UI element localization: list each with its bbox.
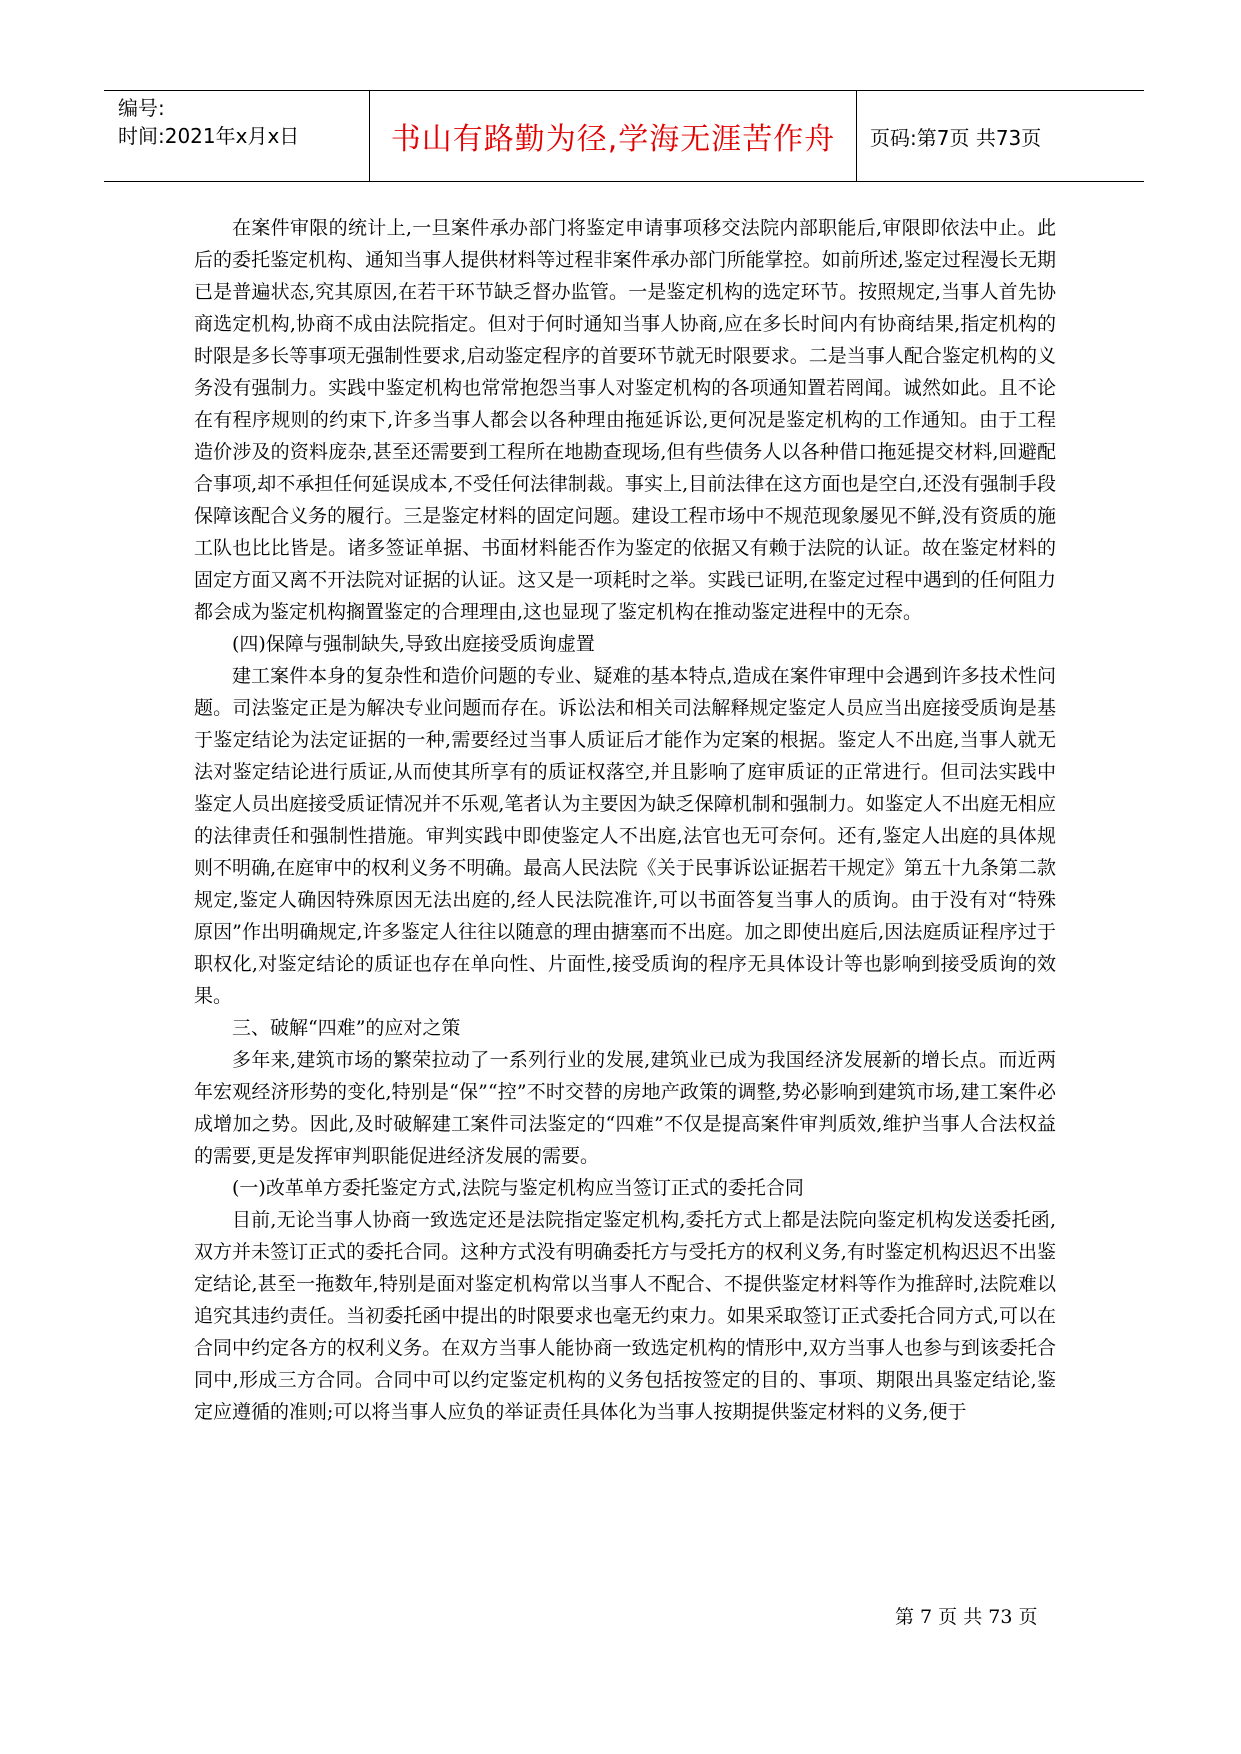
page-header: [104, 90, 1144, 182]
section-heading: 三、破解“四难”的应对之策: [232, 1017, 461, 1039]
document-body: [194, 212, 1056, 1428]
body-paragraph: 多年来,建筑市场的繁荣拉动了一系列行业的发展,建筑业已成为我国经济发展新的增长点。而近两年宏观经济形势的变化,特别是“保”“控”不时交替的房地产政策的调整,势必影响到建筑市场,建工案件必成增加之势。因此,及时破解建工案件司法鉴定的“四难”不仅是提高案件审判质效,维护当事人合法权益的需要,更是发挥审判职能促进经济发展的需要。: [194, 1049, 1056, 1167]
section-heading: (四)保障与强制缺失,导致出庭接受质询虚置: [232, 633, 595, 655]
page-footer: 第 7 页 共 73 页: [895, 1606, 1038, 1628]
header-page-info: 页码:第7页 共73页: [870, 126, 1042, 150]
body-paragraph: 在案件审限的统计上,一旦案件承办部门将鉴定申请事项移交法院内部职能后,审限即依法中止。此后的委托鉴定机构、通知当事人提供材料等过程非案件承办部门所能掌控。如前所述,鉴定过程漫长无期已是普遍状态,究其原因,在若干环节缺乏督办监管。一是鉴定机构的选定环节。按照规定,当事人首先协商选定机构,协商不成由法院指定。但对于何时通知当事人协商,应在多长时间内有协商结果,指定机构的时限是多长等事项无强制性要求,启动鉴定程序的首要环节就无时限要求。二是当事人配合鉴定机构的义务没有强制力。实践中鉴定机构也常常抱怨当事人对鉴定机构的各项通知置若罔闻。诚然如此。且不论在有程序规则的约束下,许多当事人都会以各种理由拖延诉讼,更何况是鉴定机构的工作通知。由于工程造价涉及的资料庞杂,甚至还需要到工程所在地勘查现场,但有些债务人以各种借口拖延提交材料,回避配合事项,却不承担任何延误成本,不受任何法律制裁。事实上,目前法律在这方面也是空白,还没有强制手段保障该配合义务的履行。三是鉴定材料的固定问题。建设工程市场中不规范现象屡见不鲜,没有资质的施工队也比比皆是。诸多签证单据、书面材料能否作为鉴定的依据又有赖于法院的认证。故在鉴定材料的固定方面又离不开法院对证据的认证。这又是一项耗时之举。实践已证明,在鉴定过程中遇到的任何阻力都会成为鉴定机构搁置鉴定的合理理由,这也显现了鉴定机构在推动鉴定进程中的无奈。: [194, 217, 1056, 623]
body-paragraph: 建工案件本身的复杂性和造价问题的专业、疑难的基本特点,造成在案件审理中会遇到许多技术性问题。司法鉴定正是为解决专业问题而存在。诉讼法和相关司法解释规定鉴定人员应当出庭接受质询是基于鉴定结论为法定证据的一种,需要经过当事人质证后才能作为定案的根据。鉴定人不出庭,当事人就无法对鉴定结论进行质证,从而使其所享有的质证权落空,并且影响了庭审质证的正常进行。但司法实践中鉴定人员出庭接受质证情况并不乐观,笔者认为主要因为缺乏保障机制和强制力。如鉴定人不出庭无相应的法律责任和强制性措施。审判实践中即使鉴定人不出庭,法官也无可奈何。还有,鉴定人出庭的具体规则不明确,在庭审中的权利义务不明确。最高人民法院《关于民事诉讼证据若干规定》第五十九条第二款规定,鉴定人确因特殊原因无法出庭的,经人民法院准许,可以书面答复当事人的质询。由于没有对“特殊原因”作出明确规定,许多鉴定人往往以随意的理由搪塞而不出庭。加之即使出庭后,因法庭质证程序过于职权化,对鉴定结论的质证也存在单向性、片面性,接受质询的程序无具体设计等也影响到接受质询的效果。: [194, 665, 1056, 1007]
body-paragraph: 目前,无论当事人协商一致选定还是法院指定鉴定机构,委托方式上都是法院向鉴定机构发送委托函,双方并未签订正式的委托合同。这种方式没有明确委托方与受托方的权利义务,有时鉴定机构迟迟不出鉴定结论,甚至一拖数年,特别是面对鉴定机构常以当事人不配合、不提供鉴定材料等作为推辞时,法院难以追究其违约责任。当初委托函中提出的时限要求也毫无约束力。如果采取签订正式委托合同方式,可以在合同中约定各方的权利义务。在双方当事人能协商一致选定机构的情形中,双方当事人也参与到该委托合同中,形成三方合同。合同中可以约定鉴定机构的义务包括按签定的目的、事项、期限出具鉴定结论,鉴定应遵循的准则;可以将当事人应负的举证责任具体化为当事人按期提供鉴定材料的义务,便于: [194, 1209, 1056, 1423]
document-time-label: 时间:2021年x月x日: [118, 124, 300, 148]
header-meta: [118, 94, 299, 150]
section-heading: (一)改革单方委托鉴定方式,法院与鉴定机构应当签订正式的委托合同: [232, 1177, 804, 1199]
header-divider-right: [856, 90, 857, 182]
document-number-label: 编号:: [118, 96, 165, 120]
header-motto: 书山有路勤为径,学海无涯苦作舟: [390, 122, 836, 157]
